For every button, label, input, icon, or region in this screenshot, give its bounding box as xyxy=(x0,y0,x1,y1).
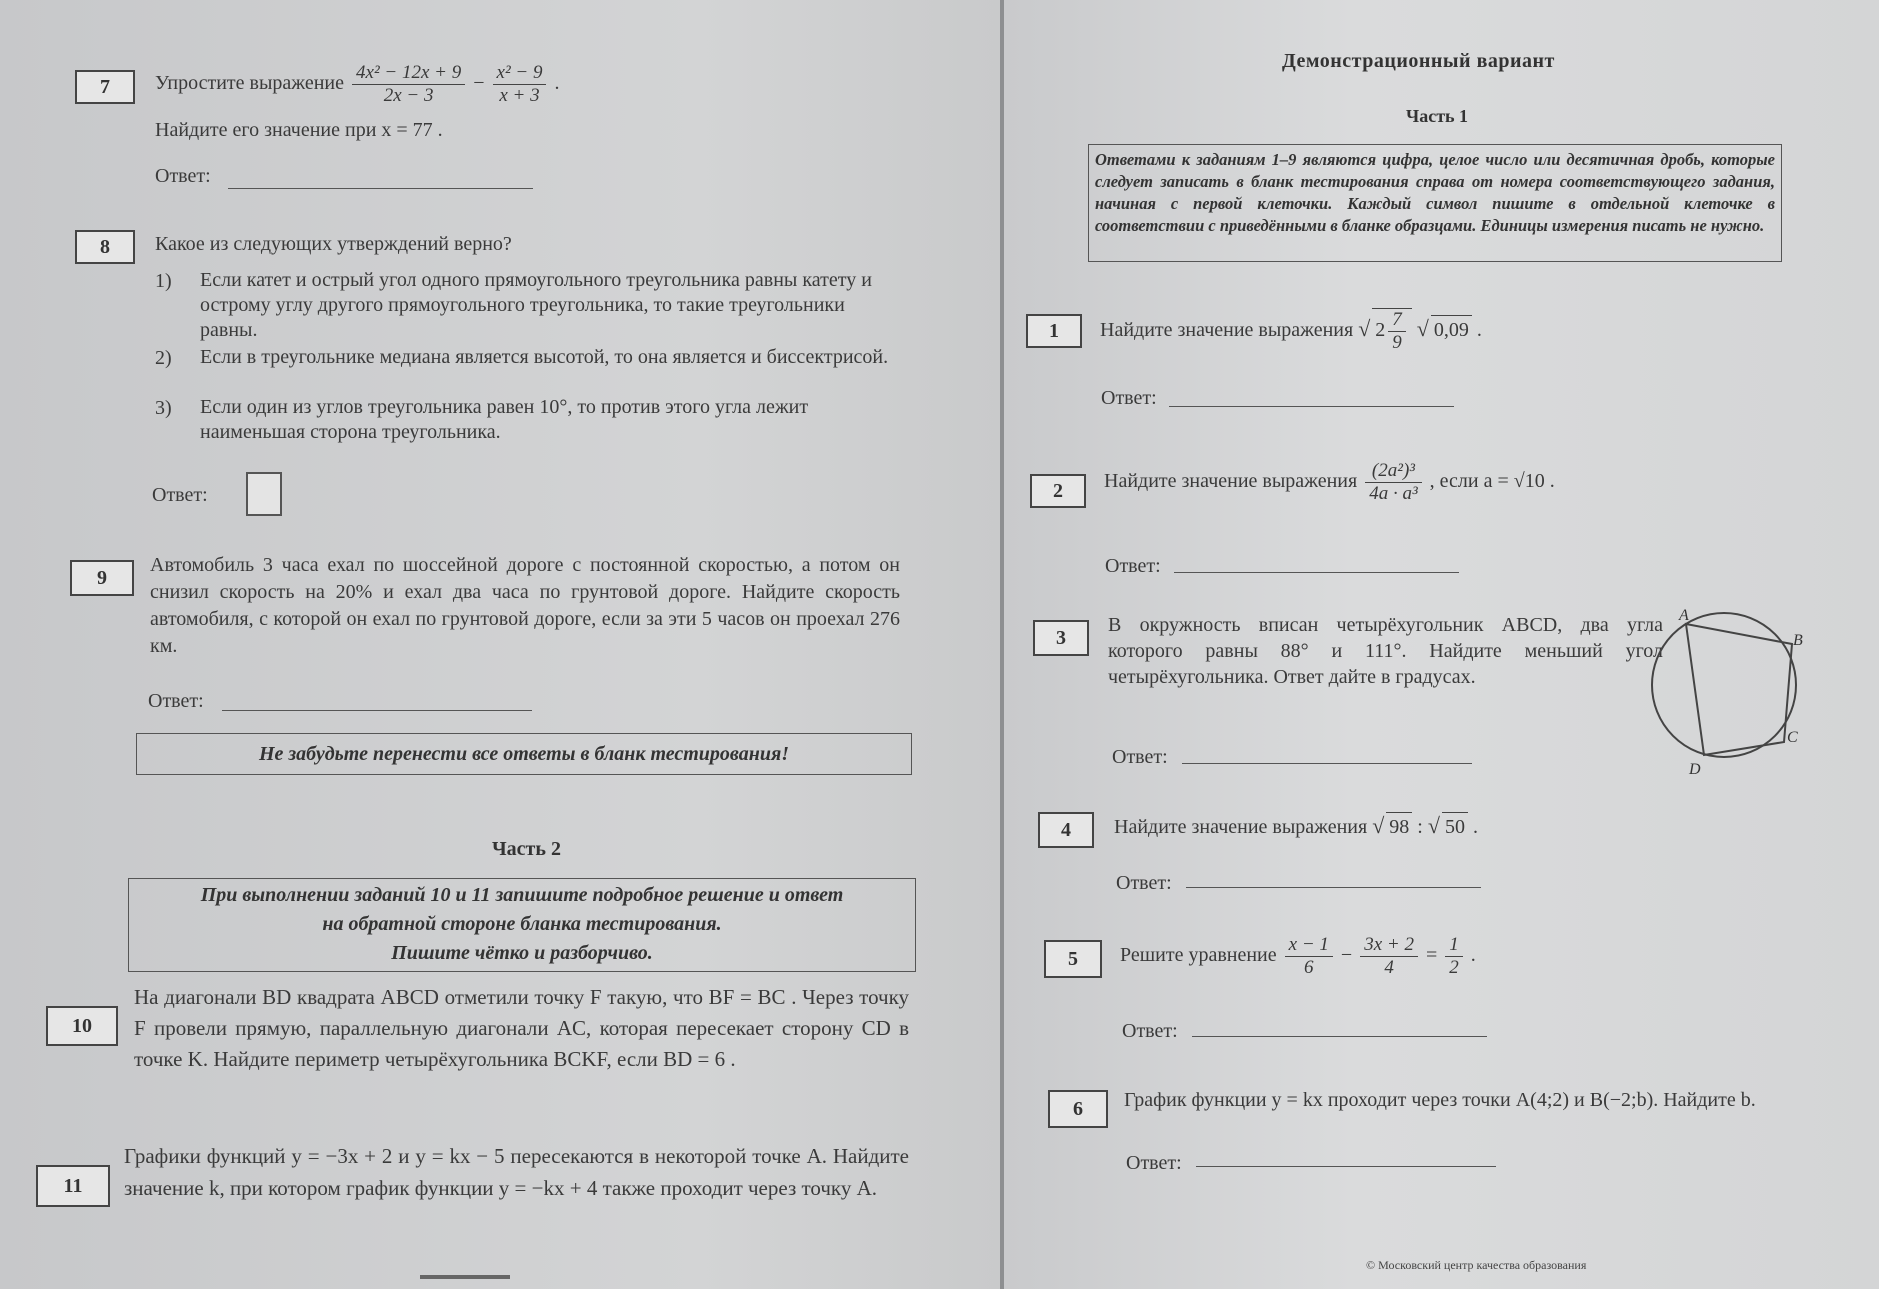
task-5-number: 5 xyxy=(1044,940,1102,978)
task-1-radicand-2: 0,09 xyxy=(1431,315,1472,344)
task-11-text: Графики функций y = −3x + 2 и y = kx − 5 пересекаются в некоторой точке A. Найдите значение k, при котором график функции y = −kx + 4 также проходит через точку A. xyxy=(124,1144,909,1200)
task-4-radicand-2: 50 xyxy=(1442,812,1468,841)
part-1-note-box: Ответами к заданиям 1–9 являются цифра, целое число или десятичная дробь, которые следует записать в бланк тестирования справа от номера соответствующего задания, начиная с первой клеточки. Каждый символ пишите в отдельной клеточке в соответствии с приведёнными в бланке образцами. Единицы измерения писать не нужно. xyxy=(1088,144,1782,262)
task-11-number: 11 xyxy=(36,1165,110,1207)
task-8-option-3-number: 3) xyxy=(155,397,172,419)
page-edge-mark xyxy=(420,1275,510,1279)
task-5-minus: − xyxy=(1340,944,1353,967)
task-3-figure xyxy=(1649,600,1803,780)
task-4-lead: Найдите значение выражения xyxy=(1114,816,1368,838)
part-2-note-box xyxy=(128,878,916,972)
copyright: © Московский центр качества образования xyxy=(1366,1258,1587,1272)
part-1-title: Часть 1 xyxy=(1406,106,1469,126)
task-3-label-c: C xyxy=(1787,729,1798,746)
task-5-lead: Решите уравнение xyxy=(1120,944,1277,967)
task-6-answer-label: Ответ: xyxy=(1126,1152,1182,1174)
task-8-option-2-number: 2) xyxy=(155,347,172,369)
task-1-tail: . xyxy=(1476,319,1482,342)
task-9-number: 9 xyxy=(70,560,134,596)
task-1-root-sign-1: √ xyxy=(1358,316,1371,342)
task-4-answer-line[interactable] xyxy=(1186,887,1481,888)
task-1-root-sign-2: √ xyxy=(1416,316,1429,342)
task-4-colon: : xyxy=(1417,816,1423,838)
part-2-note-line-3: Пишите чётко и разборчиво. xyxy=(391,942,653,964)
task-7-number: 7 xyxy=(75,70,135,104)
task-3-label-d: D xyxy=(1689,761,1701,778)
task-10-number: 10 xyxy=(46,1006,118,1046)
task-9-answer-label: Ответ: xyxy=(148,690,204,712)
part-2-note-line-2: на обратной стороне бланка тестирования. xyxy=(322,913,722,935)
task-1-statement xyxy=(1100,308,1600,354)
task-8-option-2: Если в треугольнике медиана является высотой, то она является и биссектрисой. xyxy=(200,346,889,368)
task-7-answer-label: Ответ: xyxy=(155,165,211,187)
task-2-answer-line[interactable] xyxy=(1174,572,1459,573)
task-8-option-1-number: 1) xyxy=(155,270,172,292)
task-9-answer-line[interactable] xyxy=(222,710,532,711)
task-5-statement xyxy=(1120,934,1620,979)
task-7-fraction-1: $\frac{\text{4x² − 12x + 9}}{2x - 3}$ xyxy=(352,62,465,107)
task-4-root-sign-1: √ xyxy=(1372,813,1385,838)
task-2-condition: , если a = √10 . xyxy=(1429,470,1555,493)
task-1-answer-line[interactable] xyxy=(1169,406,1454,407)
task-3-text: В окружность вписан четырёхугольник ABCD, два угла которого равны 88° и 111°. Найдите меньший угол четырёхугольника. Ответ дайте в градусах. xyxy=(1108,614,1663,688)
task-2-number: 2 xyxy=(1030,474,1086,508)
task-5-answer-line[interactable] xyxy=(1192,1036,1487,1037)
reminder-box: Не забудьте перенести все ответы в бланк тестирования! xyxy=(136,733,912,775)
task-9-text: Автомобиль 3 часа ехал по шоссейной дороге с постоянной скоростью, а потом он снизил скорость на 20% и ехал два часа по грунтовой дороге. Найдите скорость автомобиля, с которой он ехал по грунтовой дороге, если за эти 5 часов он проехал 276 км. xyxy=(150,554,900,657)
task-7-statement xyxy=(155,62,615,107)
task-5-fraction-3: $\frac{1}{2}$ xyxy=(1445,934,1463,979)
task-2-answer-label: Ответ: xyxy=(1105,555,1161,577)
task-1-radicand-1 xyxy=(1372,308,1412,354)
task-1-mixed-fraction: $\frac{7}{9}$ xyxy=(1388,309,1406,354)
task-3-answer-label: Ответ: xyxy=(1112,746,1168,768)
document-title: Демонстрационный вариант xyxy=(1282,50,1555,72)
task-7-lead: Упростите выражение xyxy=(155,72,345,95)
task-2-fraction: $\frac{\text{(2a²)³}}{\text{4a · a³}}$ xyxy=(1365,460,1421,505)
task-8-number: 8 xyxy=(75,230,135,264)
task-4-radicand-1: 98 xyxy=(1386,812,1412,841)
task-3-label-a: A xyxy=(1679,607,1689,624)
task-5-tail: . xyxy=(1470,944,1476,967)
task-1-whole: 2 xyxy=(1375,319,1386,342)
task-3-number: 3 xyxy=(1033,620,1089,656)
task-4-tail: . xyxy=(1472,816,1478,838)
task-8-option-3: Если один из углов треугольника равен 10°, то против этого угла лежит наименьшая сторона треугольника. xyxy=(200,396,809,443)
task-8-answer-box[interactable] xyxy=(246,472,282,516)
task-10-text: На диагонали BD квадрата ABCD отметили точку F такую, что BF = BC . Через точку F провели прямую, параллельную диагонали AC, которая пересекает сторону CD в точке K. Найдите периметр четырёхугольника BCKF, если BD = 6 . xyxy=(134,985,909,1071)
task-2-statement xyxy=(1104,460,1624,505)
task-4-root-sign-2: √ xyxy=(1427,813,1440,838)
task-1-lead: Найдите значение выражения xyxy=(1100,319,1354,342)
task-4-answer-label: Ответ: xyxy=(1116,872,1172,894)
task-3-answer-line[interactable] xyxy=(1182,763,1472,764)
task-4-number: 4 xyxy=(1038,812,1094,848)
task-5-fraction-1: $\frac{x - 1}{6}$ xyxy=(1285,934,1333,979)
task-7-answer-line[interactable] xyxy=(228,188,533,189)
task-5-equals: = xyxy=(1425,944,1438,967)
task-8-option-1: Если катет и острый угол одного прямоугольного треугольника равны катету и острому углу другого прямоугольного треугольника, то такие треугольники равны. xyxy=(200,269,872,341)
part-2-note-line-1: При выполнении заданий 10 и 11 запишите подробное решение и ответ xyxy=(200,884,844,906)
task-5-fraction-2: $\frac{3x + 2}{4}$ xyxy=(1360,934,1418,979)
task-1-number: 1 xyxy=(1026,314,1082,348)
task-8-question: Какое из следующих утверждений верно? xyxy=(155,233,512,255)
task-2-lead: Найдите значение выражения xyxy=(1104,470,1358,493)
task-7-minus: − xyxy=(473,72,485,95)
task-6-number: 6 xyxy=(1048,1090,1108,1128)
task-7-line2: Найдите его значение при x = 77 . xyxy=(155,119,443,141)
task-8-answer-label: Ответ: xyxy=(152,484,208,506)
right-page xyxy=(1004,0,1879,1289)
task-6-answer-line[interactable] xyxy=(1196,1166,1496,1167)
part-2-title: Часть 2 xyxy=(492,838,561,860)
task-3-circle xyxy=(1652,613,1796,757)
task-5-answer-label: Ответ: xyxy=(1122,1020,1178,1042)
task-6-text: График функции y = kx проходит через точки A(4;2) и B(−2;b). Найдите b. xyxy=(1124,1089,1756,1111)
task-4-statement xyxy=(1114,812,1614,841)
task-3-label-b: B xyxy=(1793,632,1803,649)
task-7-fraction-2: $\frac{\text{x² − 9}}{x + 3}$ xyxy=(493,62,547,107)
task-1-answer-label: Ответ: xyxy=(1101,387,1157,409)
task-7-period: . xyxy=(554,72,560,95)
